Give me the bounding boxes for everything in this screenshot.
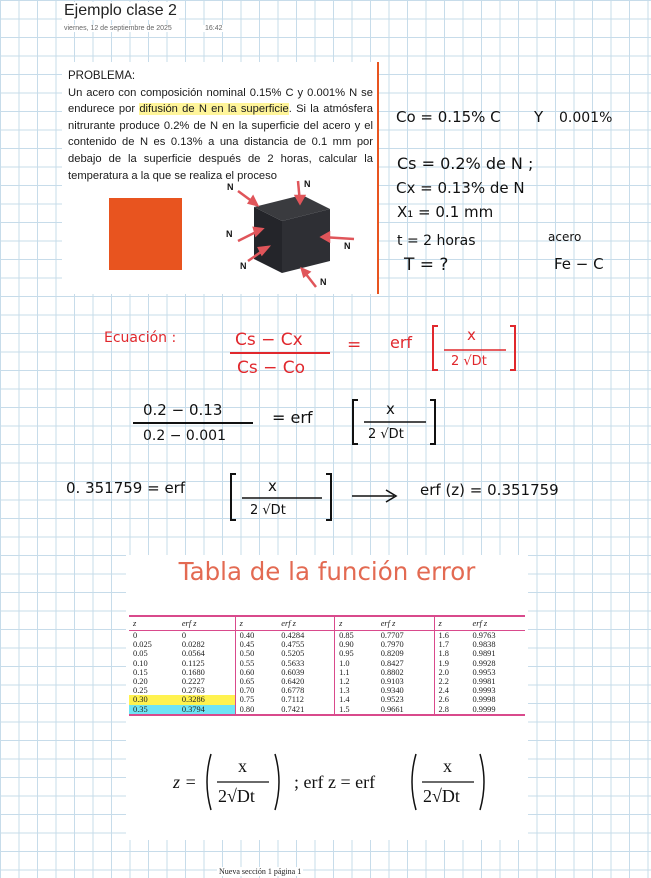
given-x1: X₁ = 0.1 mm <box>397 203 494 221</box>
table-cell: 0.4755 <box>277 640 334 649</box>
table-cell: 0.1680 <box>178 668 235 677</box>
table-row <box>129 686 525 695</box>
table-cell: 1.5 <box>335 705 377 715</box>
table-row <box>129 649 525 658</box>
table-cell: 2.8 <box>434 705 468 715</box>
table-cell: 1.7 <box>438 640 449 650</box>
equation-fraction-bar <box>230 352 330 354</box>
table-cell: 0.9103 <box>377 677 434 686</box>
table-cell: 0.2227 <box>178 677 235 686</box>
table-header-row <box>129 616 525 631</box>
line3-left: 0. 351759 = erf <box>66 479 186 497</box>
table-cell: 1.3 <box>339 686 350 696</box>
formula-x: x <box>238 756 247 776</box>
formula-z-label: z = <box>173 772 197 792</box>
cube-label-n3: N <box>226 229 233 239</box>
table-cell: 0.9981 <box>472 677 496 687</box>
line3-x: x <box>268 477 277 495</box>
col-header: erf z <box>277 616 334 631</box>
table-row <box>129 705 525 715</box>
table-cell: 0.9763 <box>472 631 496 640</box>
table-cell: 0.75 <box>239 695 255 705</box>
problem-heading: PROBLEMA: <box>68 70 136 82</box>
table-cell: 0.4284 <box>277 631 334 641</box>
table-cell: 0.15 <box>133 667 148 677</box>
formula-2sqrtdt: 2√Dt <box>218 786 255 806</box>
table-cell: 1.1 <box>339 667 350 677</box>
table-cell: 0.9523 <box>377 695 434 704</box>
cube-label-n6: N <box>320 277 327 287</box>
orange-square <box>109 198 182 270</box>
table-cell: 2.6 <box>438 695 449 705</box>
problem-text-start: Un acero con composición nominal 0.15% C y 0.001% N se endurece por <box>68 86 373 116</box>
table-cell: 0.3286 <box>178 695 235 704</box>
table-cell: 0.9999 <box>469 705 526 715</box>
table-cell: 0.40 <box>239 631 255 640</box>
line3-right: erf (z) = 0.351759 <box>420 481 559 499</box>
table-cell: 0.7970 <box>377 640 434 649</box>
table-cell: 0.6420 <box>277 677 334 686</box>
formula-z-erf <box>126 750 528 820</box>
equation-equals: = <box>347 335 362 355</box>
given-acero: acero <box>548 230 582 244</box>
given-fe-c: Fe − C <box>554 255 604 273</box>
table-cell: 0.9891 <box>472 649 496 659</box>
table-cell: 0.6778 <box>277 686 334 695</box>
formula-erf-equation: ; erf z = erf <box>294 772 376 792</box>
table-cell: 0.8427 <box>377 659 434 668</box>
table-cell: 1.4 <box>339 695 350 705</box>
cube-label-n1: N <box>227 182 234 192</box>
table-cell: 0.05 <box>133 649 148 659</box>
table-cell: 0.3794 <box>178 705 235 715</box>
line3-2sqrtdt: 2 √Dt <box>250 503 286 518</box>
given-cs: Cs = 0.2% de N ; <box>397 154 534 173</box>
table-cell: 0.7707 <box>377 631 434 641</box>
table-cell: 1.6 <box>438 631 449 640</box>
table-cell: 0 <box>178 631 235 641</box>
table-cell: 0.9993 <box>472 686 496 696</box>
table-cell: 0.55 <box>239 658 255 668</box>
table-cell: 0.025 <box>133 640 152 650</box>
equation-x: x <box>467 326 476 344</box>
erf-table-image[interactable] <box>126 555 528 840</box>
cube-label-n4: N <box>344 241 351 251</box>
given-cx: Cx = 0.13% de N <box>396 179 525 197</box>
cube-label-n5: N <box>240 261 247 271</box>
col-header: erf z <box>469 616 526 631</box>
page-title[interactable]: Ejemplo clase 2 <box>64 2 177 19</box>
formula-x2: x <box>443 756 452 776</box>
given-co: Co = 0.15% C <box>396 108 501 126</box>
equation-erf: erf <box>390 333 413 352</box>
table-cell: 0.9340 <box>377 686 434 695</box>
equation-numerator: Cs − Cx <box>235 330 303 350</box>
table-cell: 0.70 <box>239 686 255 696</box>
line2-fraction-bar <box>133 422 253 424</box>
table-row <box>129 695 525 704</box>
table-cell: 1.8 <box>438 649 449 659</box>
col-header: z <box>235 616 277 631</box>
table-cell: 0.9953 <box>472 667 496 677</box>
table-cell: 1.0 <box>339 658 350 668</box>
table-cell: 0.50 <box>239 649 255 659</box>
line2-denominator: 0.2 − 0.001 <box>143 428 226 444</box>
table-cell: 2.4 <box>438 686 449 696</box>
formula-2sqrtdt2: 2√Dt <box>423 786 460 806</box>
given-co-n: 0.001% <box>559 110 613 126</box>
table-row <box>129 677 525 686</box>
arrow-right-icon <box>350 488 400 504</box>
table-title: Tabla de la función error <box>178 557 476 586</box>
table-row <box>129 668 525 677</box>
line2-2sqrtdt: 2 √Dt <box>368 427 404 442</box>
table-cell: 0.65 <box>239 677 255 687</box>
page-footer: Nueva sección 1 página 1 <box>219 867 302 876</box>
table-cell: 0.7112 <box>277 695 334 704</box>
line2-numerator: 0.2 − 0.13 <box>143 401 223 419</box>
table-cell: 0.10 <box>133 658 148 668</box>
table-cell: 0.1125 <box>178 659 235 668</box>
table-cell: 0.9998 <box>472 695 496 705</box>
line2-x: x <box>386 400 395 418</box>
table-cell: 0.9928 <box>472 658 496 668</box>
table-cell: 0.8209 <box>377 649 434 658</box>
table-cell: 0.2763 <box>178 686 235 695</box>
col-header: z <box>434 616 468 631</box>
equation-denominator: Cs − Co <box>237 358 306 378</box>
cube-diffusion-diagram <box>212 177 362 292</box>
equation-label: Ecuación : <box>104 330 177 346</box>
table-cell: 0.0564 <box>178 649 235 658</box>
table-row <box>129 631 525 641</box>
table-cell: 0.35 <box>129 705 178 715</box>
table-cell: 1.2 <box>339 677 350 687</box>
table-cell: 0.90 <box>339 640 354 650</box>
table-cell: 0.6039 <box>277 668 334 677</box>
problem-text-end: . Si la atmósfera nitrurante produce 0.2% de N en la superficie del acero y el contenido de N es 0.13% a una distancia de 0.1 mm por debajo de la superficie después de 2 horas, calcular la temperatura a la que se realiza el proceso <box>68 103 373 182</box>
given-t: t = 2 horas <box>397 233 476 249</box>
equation-2sqrtdt: 2 √Dt <box>451 354 487 369</box>
page-date: viernes, 12 de septiembre de 2025 <box>64 25 172 32</box>
col-header: erf z <box>377 616 434 631</box>
problem-statement <box>68 68 373 184</box>
table-row <box>129 659 525 668</box>
problem-image[interactable] <box>62 62 377 294</box>
table-cell: 0.25 <box>133 686 148 696</box>
line2-erf: = erf <box>272 408 313 427</box>
table-cell: 0.9661 <box>377 705 434 715</box>
given-y: Y <box>534 108 544 126</box>
table-cell: 0.8802 <box>377 668 434 677</box>
table-cell: 2.2 <box>438 677 449 687</box>
table-cell: 0.9838 <box>472 640 496 650</box>
table-cell: 0.85 <box>339 631 354 640</box>
margin-line <box>377 62 379 294</box>
table-cell: 2.0 <box>438 667 449 677</box>
table-cell: 0.45 <box>239 640 255 650</box>
given-T: T = ? <box>404 255 449 275</box>
problem-text-highlight: difusión de N en la superficie <box>139 103 289 116</box>
cube-label-n2: N <box>304 179 311 189</box>
erf-table <box>129 615 525 716</box>
table-cell: 0 <box>133 631 138 640</box>
table-cell: 0.95 <box>339 649 354 659</box>
page-time: 16:42 <box>205 25 223 32</box>
table-cell: 0.5633 <box>277 659 334 668</box>
col-header: z <box>129 616 178 631</box>
table-row <box>129 640 525 649</box>
table-cell: 0.60 <box>239 667 255 677</box>
col-header: z <box>335 616 377 631</box>
col-header: erf z <box>178 616 235 631</box>
table-cell: 0.30 <box>129 695 178 704</box>
table-cell: 0.7421 <box>277 705 334 715</box>
table-cell: 1.9 <box>438 658 449 668</box>
table-cell: 0.5205 <box>277 649 334 658</box>
table-cell: 0.20 <box>133 677 148 687</box>
table-cell: 0.80 <box>235 705 277 715</box>
table-cell: 0.0282 <box>178 640 235 649</box>
